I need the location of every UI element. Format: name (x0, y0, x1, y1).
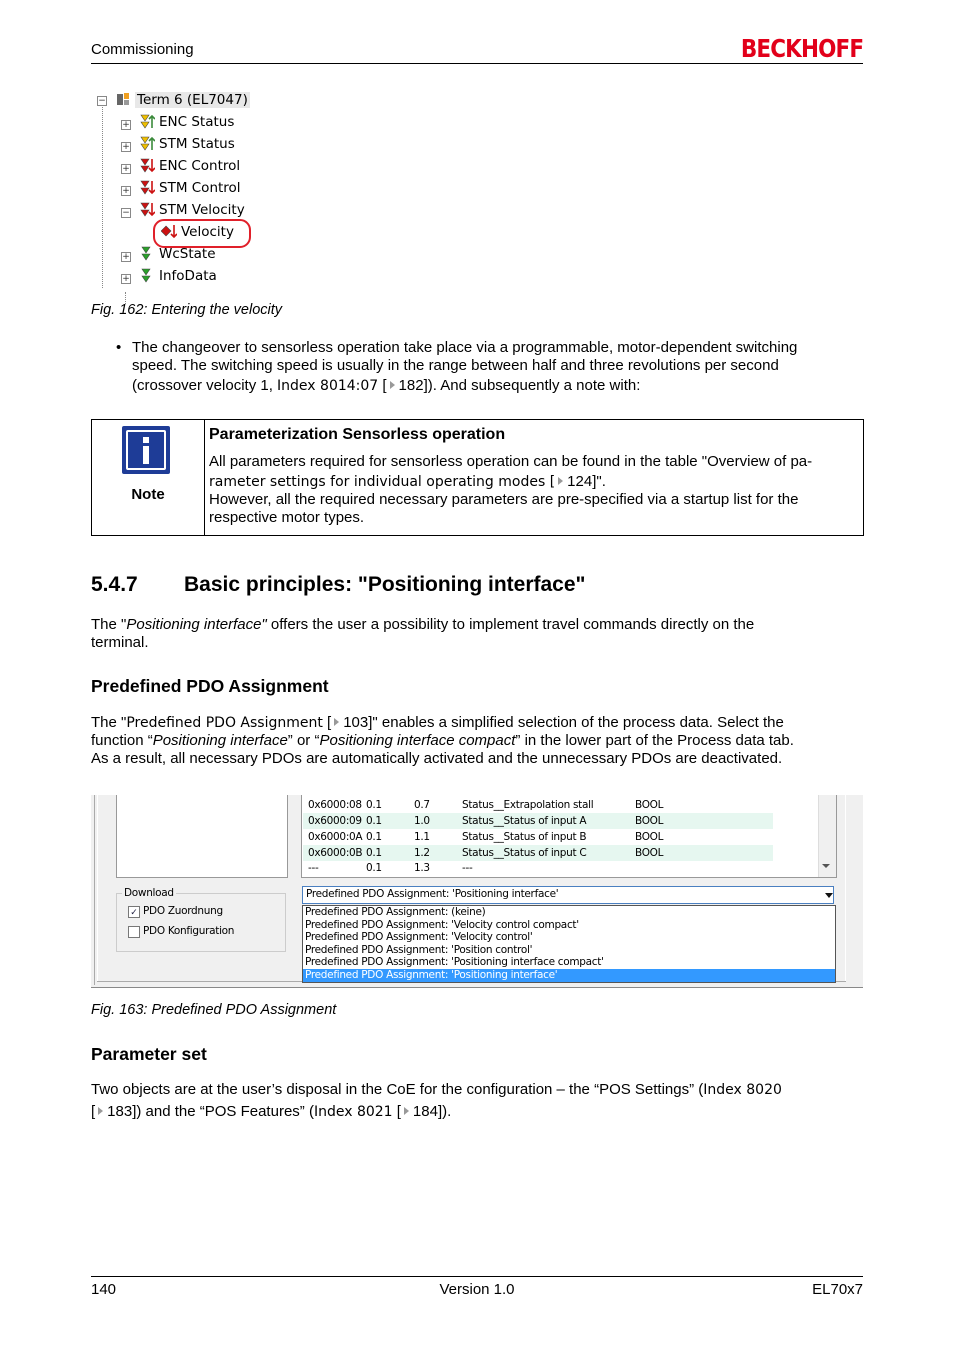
expand-icon[interactable]: + (122, 120, 130, 130)
tree-item-label: WcState (159, 246, 216, 262)
collapse-icon[interactable]: − (98, 96, 106, 106)
header-section: Commissioning (91, 41, 194, 58)
pdo-konfiguration-checkbox[interactable] (128, 926, 140, 938)
pdo-list-box[interactable] (116, 795, 288, 878)
pdo-konfiguration-label: PDO Konfiguration (143, 925, 235, 937)
note-line: All parameters required for sensorless operation can be found in the table "Overview of pa- (209, 453, 813, 470)
footer-product: EL70x7 (812, 1281, 863, 1298)
pdo-text: ” in the lower part of the Process data tab. (515, 732, 794, 749)
bullet-line: The changeover to sensorless operation take place via a programmable, motor-dependent switching (132, 339, 798, 356)
bracket: [ (382, 377, 387, 394)
pdo-text: ]" enables a simplified selection of the process data. Select the (368, 714, 784, 731)
scroll-down-icon[interactable] (822, 864, 830, 868)
pdo-text: The " (91, 714, 127, 731)
info-icon (122, 426, 170, 474)
expand-icon[interactable]: + (122, 252, 130, 262)
process-data-screenshot (91, 795, 863, 988)
dropdown-option-selected[interactable]: Predefined PDO Assignment: 'Positioning interface' (303, 969, 835, 982)
figure-caption-162: Fig. 162: Entering the velocity (91, 302, 283, 318)
page-ref-icon (334, 718, 339, 726)
intro-emph: Positioning interface" (126, 616, 267, 633)
tree-item-label: ENC Control (159, 158, 241, 174)
output-var-icon (139, 157, 155, 173)
note-line: respective motor types. (209, 509, 365, 526)
page-ref-icon (558, 477, 563, 485)
header-rule (91, 63, 863, 64)
status-icon (139, 267, 155, 283)
pdo-link[interactable]: Predefined PDO Assignment (126, 715, 323, 731)
page-ref[interactable]: 182 (398, 377, 424, 394)
expand-icon[interactable]: + (122, 142, 130, 152)
page-ref[interactable]: 184 (412, 1103, 438, 1120)
intro-text: The " (91, 616, 127, 633)
pdo-paragraph (91, 714, 863, 768)
index-link[interactable]: Index 8020 (703, 1082, 782, 1098)
tree-item-label: Velocity (181, 224, 234, 240)
input-var-icon (139, 135, 155, 151)
pdo-heading: Predefined PDO Assignment (91, 676, 329, 696)
beckhoff-logo: BECKHOFF (740, 34, 863, 63)
page-number: 140 (91, 1281, 117, 1298)
tree-item-label: STM Control (159, 180, 241, 196)
tree-item-label: STM Status (159, 136, 235, 152)
table-row[interactable]: --- 0.1 1.3 --- (308, 862, 473, 874)
dropdown-option[interactable]: Predefined PDO Assignment: 'Position control' (305, 944, 533, 956)
tree-item-stm-status[interactable] (139, 134, 235, 154)
section-number: 5.4.7 (91, 573, 138, 596)
tree-item-wcstate[interactable] (139, 244, 216, 264)
output-var-icon (139, 201, 155, 217)
output-var-icon (139, 179, 155, 195)
device-tree (95, 90, 265, 290)
pdo-zuordnung-checkbox[interactable]: ✓ (128, 906, 140, 918)
bullet-paragraph (132, 339, 852, 395)
bracket: [ (322, 714, 332, 731)
page-ref-icon (404, 1107, 409, 1115)
expand-icon[interactable]: + (122, 274, 130, 284)
tree-item-stm-control[interactable] (139, 178, 241, 198)
footer-version: Version 1.0 (439, 1281, 515, 1298)
expand-icon[interactable]: + (122, 164, 130, 174)
pdo-emph: Positioning interface compact (319, 732, 516, 749)
intro-text: offers the user a possibility to implement travel commands directly on the (266, 616, 755, 633)
tree-item-stm-velocity[interactable] (139, 200, 245, 220)
page-ref-icon (390, 381, 395, 389)
collapse-icon[interactable]: − (122, 208, 130, 218)
intro-text: terminal. (91, 634, 149, 651)
bullet-line: (crossover velocity 1, (132, 377, 273, 394)
note-label: Note (131, 486, 165, 503)
bracket: [ (91, 1103, 96, 1120)
tree-item-label: ENC Status (159, 114, 235, 130)
tree-root-label: Term 6 (EL7047) (137, 92, 248, 108)
note-title: Parameterization Sensorless operation (209, 426, 506, 443)
note-box (91, 419, 864, 536)
note-line: ]". (592, 473, 606, 490)
tree-item-enc-control[interactable] (139, 156, 240, 176)
pdo-emph: Positioning interface (152, 732, 288, 749)
param-text: ]). (437, 1103, 452, 1120)
table-row[interactable]: 0x6000:09 0.1 1.0 Status__Status of input A BOOL (303, 813, 773, 829)
pdo-text: function “ (91, 732, 153, 749)
bullet-line: speed. The switching speed is usually in the range between half and three revolutions per second (132, 357, 779, 374)
param-text: Two objects are at the user’s disposal in the CoE for the configuration – the “POS Settings” ( (91, 1081, 704, 1098)
section-title: Basic principles: "Positioning interface" (184, 573, 586, 596)
param-text: ]) and the “POS Features” ( (132, 1103, 314, 1120)
note-content (209, 426, 859, 527)
index-link[interactable]: Index 8014:07 (277, 378, 379, 394)
figure-caption-163: Fig. 163: Predefined PDO Assignment (91, 1002, 337, 1018)
status-icon (139, 245, 155, 261)
note-link[interactable]: rameter settings for individual operating modes [ (209, 474, 556, 490)
bullet-marker: • (116, 339, 122, 356)
tree-item-infodata[interactable] (139, 266, 217, 286)
download-group (116, 893, 286, 952)
tree-root[interactable] (115, 90, 250, 110)
param-heading: Parameter set (91, 1044, 207, 1064)
input-var-icon (139, 113, 155, 129)
tree-item-enc-status[interactable] (139, 112, 234, 132)
dropdown-option[interactable]: Predefined PDO Assignment: (keine) (305, 906, 486, 918)
footer-rule (91, 1276, 863, 1277)
tree-item-label: STM Velocity (159, 202, 245, 218)
tree-item-label: InfoData (159, 268, 217, 284)
page-ref[interactable]: 183 (107, 1103, 133, 1120)
download-label: Download (124, 887, 174, 899)
bullet-line: ]). And subsequently a note with: (423, 377, 641, 394)
terminal-icon (115, 91, 131, 107)
chevron-down-icon[interactable] (825, 893, 833, 898)
table-row[interactable]: 0x6000:0B 0.1 1.2 Status__Status of input C BOOL (303, 845, 773, 861)
pdo-text: ” or “ (287, 732, 320, 749)
pdo-zuordnung-label: PDO Zuordnung (143, 905, 223, 917)
page-ref-icon (98, 1107, 103, 1115)
page-ref[interactable]: 124 (567, 473, 593, 490)
dropdown-option[interactable]: Predefined PDO Assignment: 'Positioning interface compact' (305, 956, 604, 968)
pdo-assignment-value: Predefined PDO Assignment: 'Positioning interface' (306, 888, 559, 900)
param-paragraph (91, 1081, 863, 1121)
note-icon-cell (92, 420, 205, 535)
dropdown-option[interactable]: Predefined PDO Assignment: 'Velocity control' (305, 931, 533, 943)
intro-paragraph (91, 616, 863, 652)
table-row[interactable]: 0x6000:0A 0.1 1.1 Status__Status of input B BOOL (308, 831, 664, 843)
table-row[interactable]: 0x6000:08 0.1 0.7 Status__Extrapolation stall BOOL (308, 799, 664, 811)
bracket: [ (392, 1103, 401, 1120)
dropdown-option[interactable]: Predefined PDO Assignment: 'Velocity control compact' (305, 919, 579, 931)
index-link[interactable]: Index 8021 (313, 1104, 393, 1120)
expand-icon[interactable]: + (122, 186, 130, 196)
page-ref[interactable]: 103 (343, 714, 369, 731)
note-line: However, all the required necessary parameters are pre-specified via a startup list for the (209, 491, 799, 508)
pdo-text: As a result, all necessary PDOs are automatically activated and the unnecessary PDOs are deactivated. (91, 750, 783, 767)
